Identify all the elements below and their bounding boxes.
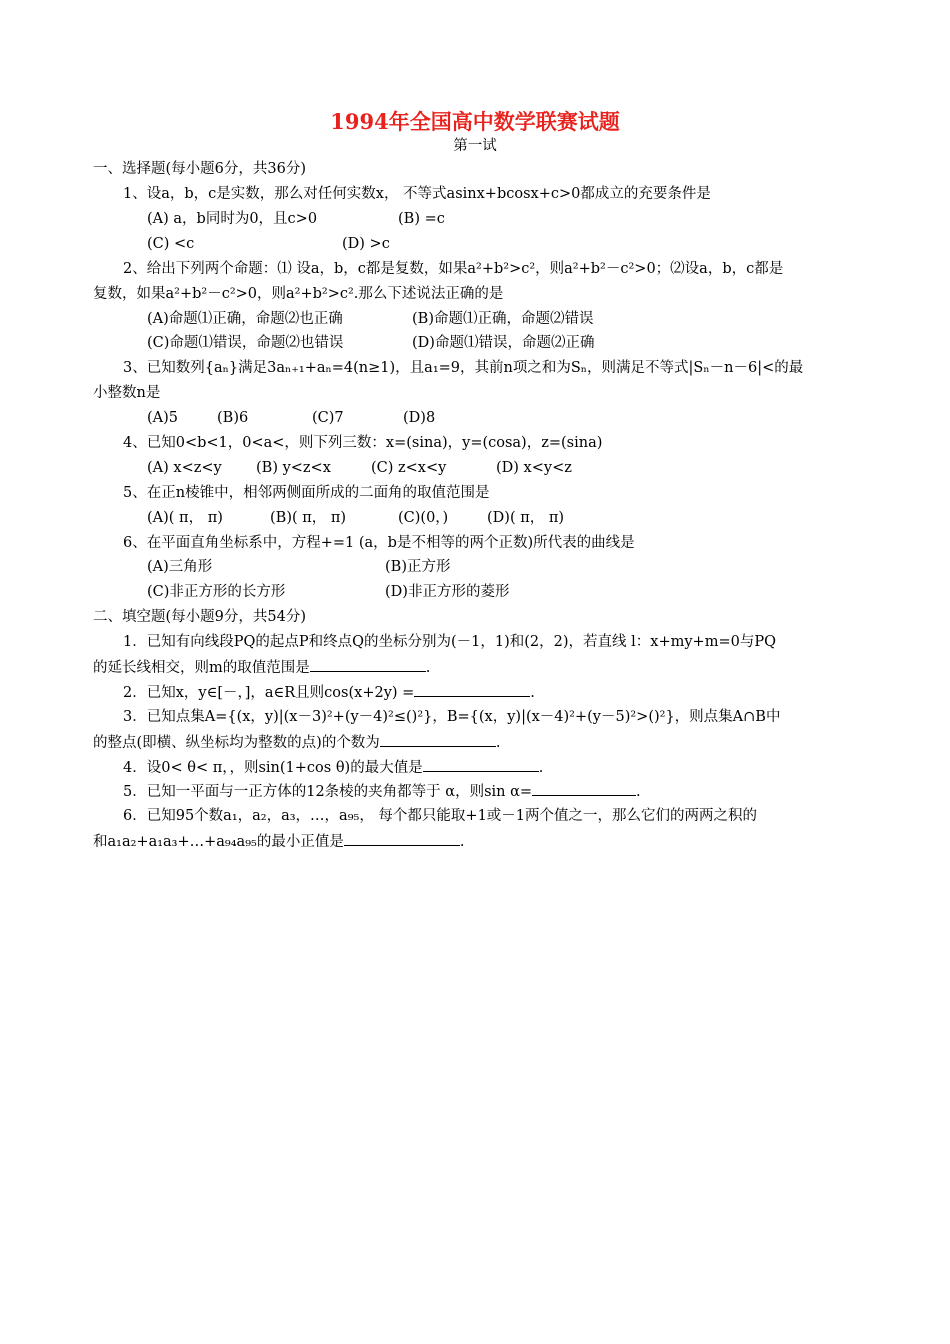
fill-q4-line bbox=[123, 757, 543, 778]
q5-option-b: (B)( π， π) bbox=[270, 510, 347, 526]
q6-option-a: (A)三角形 bbox=[147, 559, 213, 575]
q6-option-b: (B)正方形 bbox=[385, 559, 451, 575]
q2-option-b: (B)命题⑴正确，命题⑵错误 bbox=[412, 311, 594, 327]
fill-q4-period: . bbox=[538, 760, 544, 776]
fill-q6-line1: 6．已知95个数a₁，a₂，a₃，…，a₉₅， 每个都只能取+1或－1两个值之一，那么它们的两两之积的 bbox=[123, 808, 758, 824]
fill-q2-answer-blank[interactable] bbox=[414, 682, 530, 697]
fill-q4-text: 4．设0< θ< π，，则sin(1+cos θ)的最大值是 bbox=[123, 760, 423, 776]
fill-q3-line2 bbox=[93, 732, 500, 753]
q2-option-c: (C)命题⑴错误，命题⑵也错误 bbox=[147, 335, 344, 351]
fill-q6-period: . bbox=[459, 834, 465, 850]
fill-q4-answer-blank[interactable] bbox=[423, 757, 539, 772]
section-heading-choice: 一、选择题(每小题6分，共36分) bbox=[93, 161, 306, 177]
q1-option-a: (A) a，b同时为0，且c>0 bbox=[147, 211, 318, 227]
q3-stem-line2: 小整数n是 bbox=[93, 385, 161, 401]
q6-stem: 6、在平面直角坐标系中，方程+=1 (a，b是不相等的两个正数)所代表的曲线是 bbox=[123, 535, 635, 551]
q5-option-d: (D)( π， π) bbox=[487, 510, 565, 526]
q3-option-c: (C)7 bbox=[312, 410, 344, 426]
fill-q2-text: 2．已知x，y∈[－，]，a∈R且则cos(x+2y) = bbox=[123, 685, 415, 701]
q4-option-a: (A) x<z<y bbox=[147, 460, 222, 476]
q5-option-a: (A)( π， π) bbox=[147, 510, 223, 526]
section-heading-fill: 二、填空题(每小题9分，共54分) bbox=[93, 609, 306, 625]
fill-q5-period: . bbox=[636, 784, 641, 800]
fill-q5-line bbox=[123, 781, 641, 802]
q1-option-d: (D) >c bbox=[342, 236, 390, 252]
fill-q5-answer-blank[interactable] bbox=[532, 781, 636, 796]
fill-q2-period: . bbox=[530, 685, 535, 701]
q4-stem: 4、已知0<b<1，0<a<，则下列三数：x=(sina)，y=(cosa)，z=(sina) bbox=[123, 435, 603, 451]
fill-q1-line2 bbox=[93, 657, 430, 678]
q1-option-c: (C) <c bbox=[147, 236, 195, 252]
q2-stem-line2: 复数，如果a²+b²－c²>0，则a²+b²>c².那么下述说法正确的是 bbox=[93, 286, 504, 302]
q5-option-c: (C)(0，) bbox=[398, 510, 449, 526]
fill-q3-line1: 3．已知点集A={(x，y)|(x－3)²+(y－4)²≤()²}，B={(x，y)|(x－4)²+(y－5)²>()²}，则点集A∩B中 bbox=[123, 709, 781, 725]
q6-option-c: (C)非正方形的长方形 bbox=[147, 584, 286, 600]
fill-q2-line bbox=[123, 682, 535, 703]
q2-option-d: (D)命题⑴错误，命题⑵正确 bbox=[412, 335, 595, 351]
fill-q3-text: 的整点(即横、纵坐标均为整数的点)的个数为 bbox=[93, 735, 380, 751]
q2-stem-line1: 2、给出下列两个命题：⑴ 设a，b，c都是复数，如果a²+b²>c²，则a²+b²－c²>0；⑵设a，b，c都是 bbox=[123, 261, 784, 277]
q3-option-a: (A)5 bbox=[147, 410, 179, 426]
q3-stem-line1: 3、已知数列{aₙ}满足3aₙ₊₁+aₙ=4(n≥1)，且a₁=9，其前n项之和为Sₙ，则满足不等式|Sₙ－n－6|<的最 bbox=[123, 360, 804, 376]
fill-q1-answer-blank[interactable] bbox=[310, 657, 426, 672]
fill-q1-period: . bbox=[425, 660, 431, 676]
fill-q1-text: 的延长线相交，则m的取值范围是 bbox=[93, 660, 310, 676]
fill-q6-answer-blank[interactable] bbox=[344, 831, 460, 846]
fill-q1-line1: 1．已知有向线段PQ的起点P和终点Q的坐标分别为(－1，1)和(2，2)，若直线 l：x+my+m=0与PQ bbox=[123, 634, 776, 650]
document-subtitle: 第一试 bbox=[453, 138, 497, 154]
q4-option-b: (B) y<z<x bbox=[256, 460, 331, 476]
fill-q6-line2 bbox=[93, 831, 464, 852]
fill-q5-text: 5．已知一平面与一正方体的12条棱的夹角都等于 α，则sin α= bbox=[123, 784, 533, 800]
q6-option-d: (D)非正方形的菱形 bbox=[385, 584, 510, 600]
fill-q3-period: . bbox=[495, 735, 501, 751]
document-title: 1994年全国高中数学联赛试题 bbox=[330, 109, 620, 134]
q1-option-b: (B) =c bbox=[398, 211, 445, 227]
fill-q6-text: 和a₁a₂+a₁a₃+…+a₉₄a₉₅的最小正值是 bbox=[93, 834, 344, 850]
fill-q3-answer-blank[interactable] bbox=[380, 732, 496, 747]
q4-option-d: (D) x<y<z bbox=[496, 460, 572, 476]
q3-option-d: (D)8 bbox=[403, 410, 436, 426]
q4-option-c: (C) z<x<y bbox=[371, 460, 447, 476]
q1-stem: 1、设a，b，c是实数，那么对任何实数x， 不等式asinx+bcosx+c>0都成立的充要条件是 bbox=[123, 186, 711, 202]
q2-option-a: (A)命题⑴正确，命题⑵也正确 bbox=[147, 311, 343, 327]
q3-option-b: (B)6 bbox=[217, 410, 249, 426]
q5-stem: 5、在正n棱锥中，相邻两侧面所成的二面角的取值范围是 bbox=[123, 485, 490, 501]
